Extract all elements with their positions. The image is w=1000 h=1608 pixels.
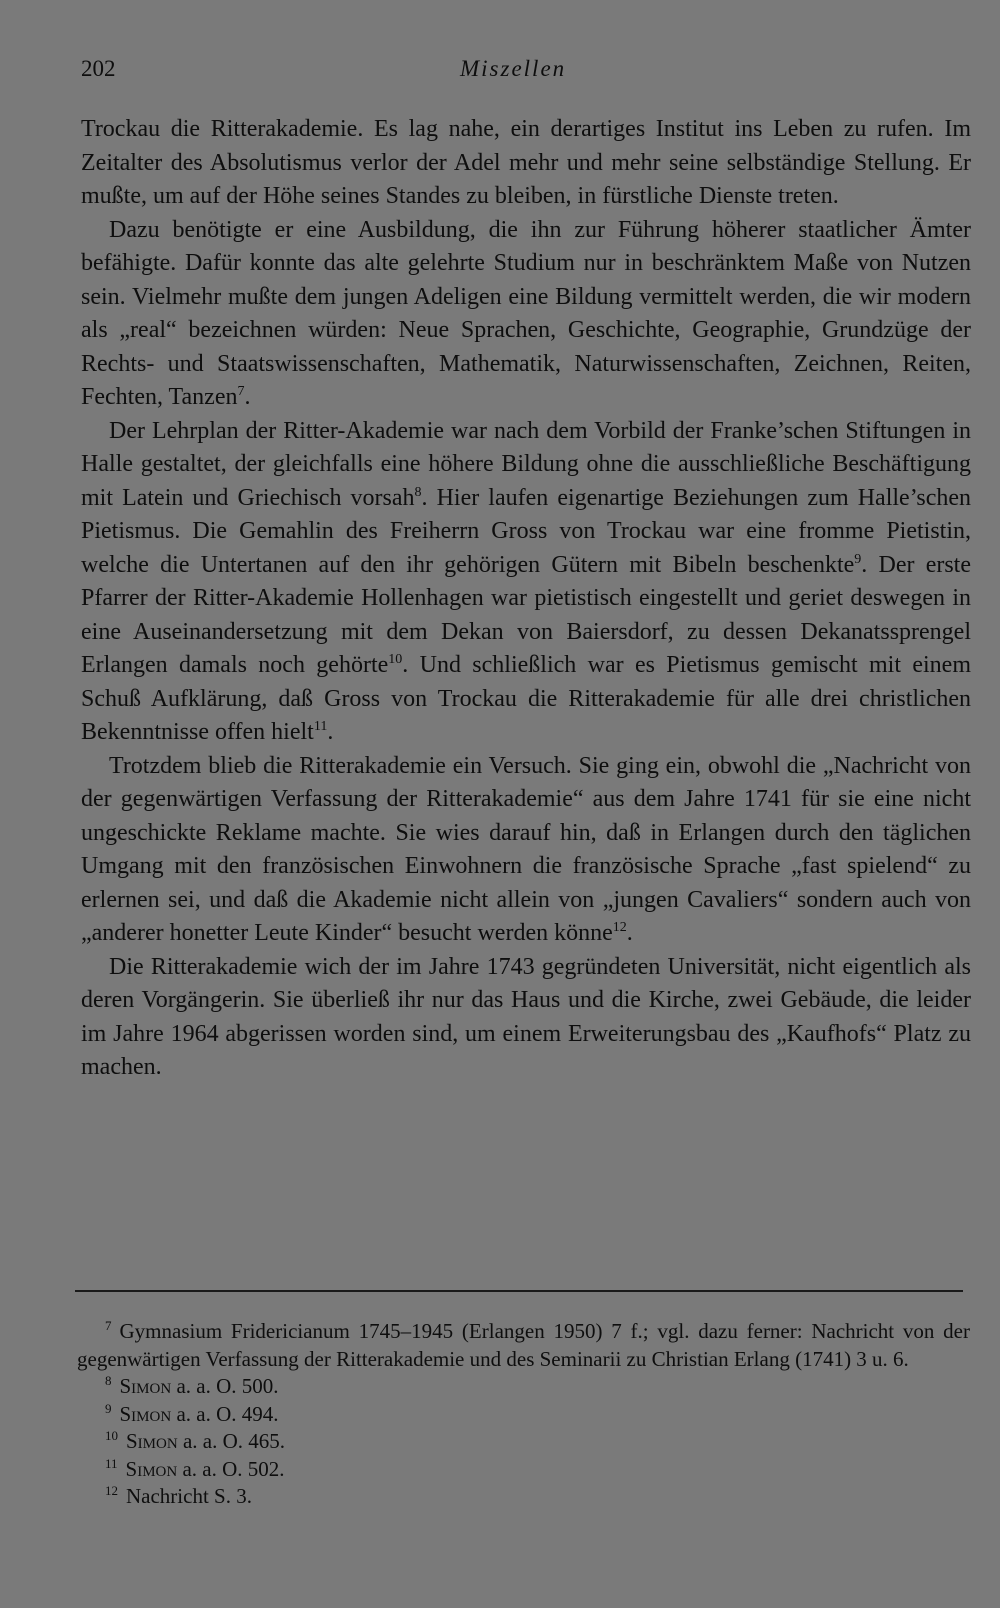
footnote-marker: 12	[105, 1483, 118, 1498]
paragraph-3-text-b: . Hier laufen eigenartige Beziehungen zum Halle’schen Pietismus. Die Gemahlin des Freiherrn Gross von Trockau war eine fromme Pietistin, welche die Untertanen auf den ihr gehörigen Gütern mit Bibeln beschenkte	[81, 484, 972, 578]
footnote-marker: 8	[105, 1373, 112, 1388]
paragraph-3-text-c: . Der erste Pfarrer der Ritter-Akademie Hollenhagen war pietistisch eingestellt und geriet deswegen in eine Auseinandersetzung mit dem Dekan von Baiersdorf, zu dessen Dekanatssprengel Erlangen damals noch gehörte	[81, 551, 972, 678]
footnote-ref-11[interactable]: 11	[313, 719, 328, 734]
footnote-8	[77, 1373, 970, 1401]
footnote-text: a. a. O. 465.	[182, 1429, 285, 1453]
paragraph-1	[81, 113, 971, 214]
footnote-marker: 10	[105, 1428, 118, 1443]
paragraph-2-end: .	[244, 384, 251, 410]
footnote-text: Gymnasium Fridericianum 1745–1945 (Erlangen 1950) 7 f.; vgl. dazu ferner: Nachricht von der gegenwärtigen Verfassung der Ritterakademie und des Seminarii zu Christian Erlang (1741) 3 u. 6.	[77, 1319, 970, 1371]
footnote-author: Simon	[125, 1456, 178, 1481]
footnote-ref-9[interactable]: 9	[854, 551, 862, 567]
footnote-marker: 11	[105, 1455, 118, 1471]
footnote-11	[77, 1456, 970, 1484]
footnote-author: Simon	[126, 1429, 178, 1453]
paragraph-3-end: .	[327, 719, 334, 745]
footnote-marker: 7	[105, 1318, 112, 1333]
footnote-7	[77, 1318, 970, 1373]
footnote-ref-8[interactable]: 8	[414, 484, 422, 500]
footnote-text: a. a. O. 494.	[176, 1401, 279, 1426]
paragraph-5-text: Die Ritterakademie wich der im Jahre 1743 gegründeten Universität, nicht eigentlich als deren Vorgängerin. Sie überließ ihr nur das Haus und die Kirche, zwei Gebäude, die leider im Jahre 1964 abgerissen worden sind, um einem Erweiterungsbau des „Kaufhofs“ Platz zu machen.	[81, 953, 971, 1080]
paragraph-1-text: Trockau die Ritterakademie. Es lag nahe, ein derartiges Institut ins Leben zu rufen. Im Zeitalter des Absolutismus verlor der Adel mehr und mehr seine selbständige Stellung. Er mußte, um auf der Höhe seines Standes zu bleiben, in fürstliche Dienste treten.	[81, 116, 971, 209]
paragraph-3-text-a: Der Lehrplan der Ritter-Akademie war nach dem Vorbild der Franke’schen Stiftungen in Halle gestaltet, der gleichfalls eine höhere Bildung ohne die ausschließliche Beschäftigung mit Latein und Griechisch vorsah	[81, 417, 971, 511]
footnote-ref-7[interactable]: 7	[237, 384, 245, 399]
running-head	[81, 56, 971, 90]
footnote-divider	[75, 1290, 963, 1292]
footnote-9	[77, 1401, 970, 1429]
main-text	[81, 113, 971, 1085]
footnotes	[77, 1318, 970, 1511]
footnote-10	[77, 1428, 970, 1456]
paragraph-3	[81, 415, 971, 750]
footnote-ref-12[interactable]: 12	[612, 920, 627, 935]
footnote-marker: 9	[105, 1400, 112, 1416]
footnote-author: Simon	[119, 1374, 172, 1398]
footnote-text: a. a. O. 500.	[176, 1374, 279, 1398]
paragraph-2-text: Dazu benötigte er eine Ausbildung, die ihn zur Führung höherer staatlicher Ämter befähigte. Dafür konnte das alte gelehrte Studium nur in beschränktem Maße von Nutzen sein. Vielmehr mußte dem jungen Adeligen eine Bildung vermittelt werden, die wir modern als „real“ bezeichnen würden: Neue Sprachen, Geschichte, Geographie, Grundzüge der Rechts- und Staatswissenschaften, Mathematik, Naturwissenschaften, Zeichnen, Reiten, Fechten, Tanzen	[81, 216, 971, 410]
page-number: 202	[81, 56, 116, 81]
paragraph-3-text-d: . Und schließlich war es Pietismus gemischt mit einem Schuß Aufklärung, daß Gross von Trockau die Ritterakademie für alle drei christlichen Bekenntnisse offen hielt	[81, 652, 971, 745]
footnote-text: Nachricht S. 3.	[126, 1484, 252, 1508]
footnote-ref-10[interactable]: 10	[388, 652, 403, 667]
paragraph-4	[81, 750, 971, 951]
paragraph-4-end: .	[626, 920, 633, 946]
paragraph-4-text: Trotzdem blieb die Ritterakademie ein Versuch. Sie ging ein, obwohl die „Nachricht von der gegenwärtigen Verfassung der Ritterakademie“ aus dem Jahre 1741 für sie eine nicht ungeschickte Reklame machte. Sie wies darauf hin, daß in Erlangen durch den täglichen Umgang mit den französischen Einwohnern die französische Sprache „fast spielend“ zu erlernen sei, und daß die Akademie nicht allein von „jungen Cavaliers“ sondern auch von „anderer honetter Leute Kinder“ besucht werden könne	[81, 752, 971, 946]
footnote-text: a. a. O. 502.	[182, 1456, 285, 1481]
running-title: Miszellen	[460, 56, 567, 81]
paragraph-2	[81, 214, 971, 415]
footnote-author: Simon	[119, 1401, 172, 1426]
paragraph-5	[81, 951, 971, 1085]
footnote-12	[77, 1483, 970, 1511]
